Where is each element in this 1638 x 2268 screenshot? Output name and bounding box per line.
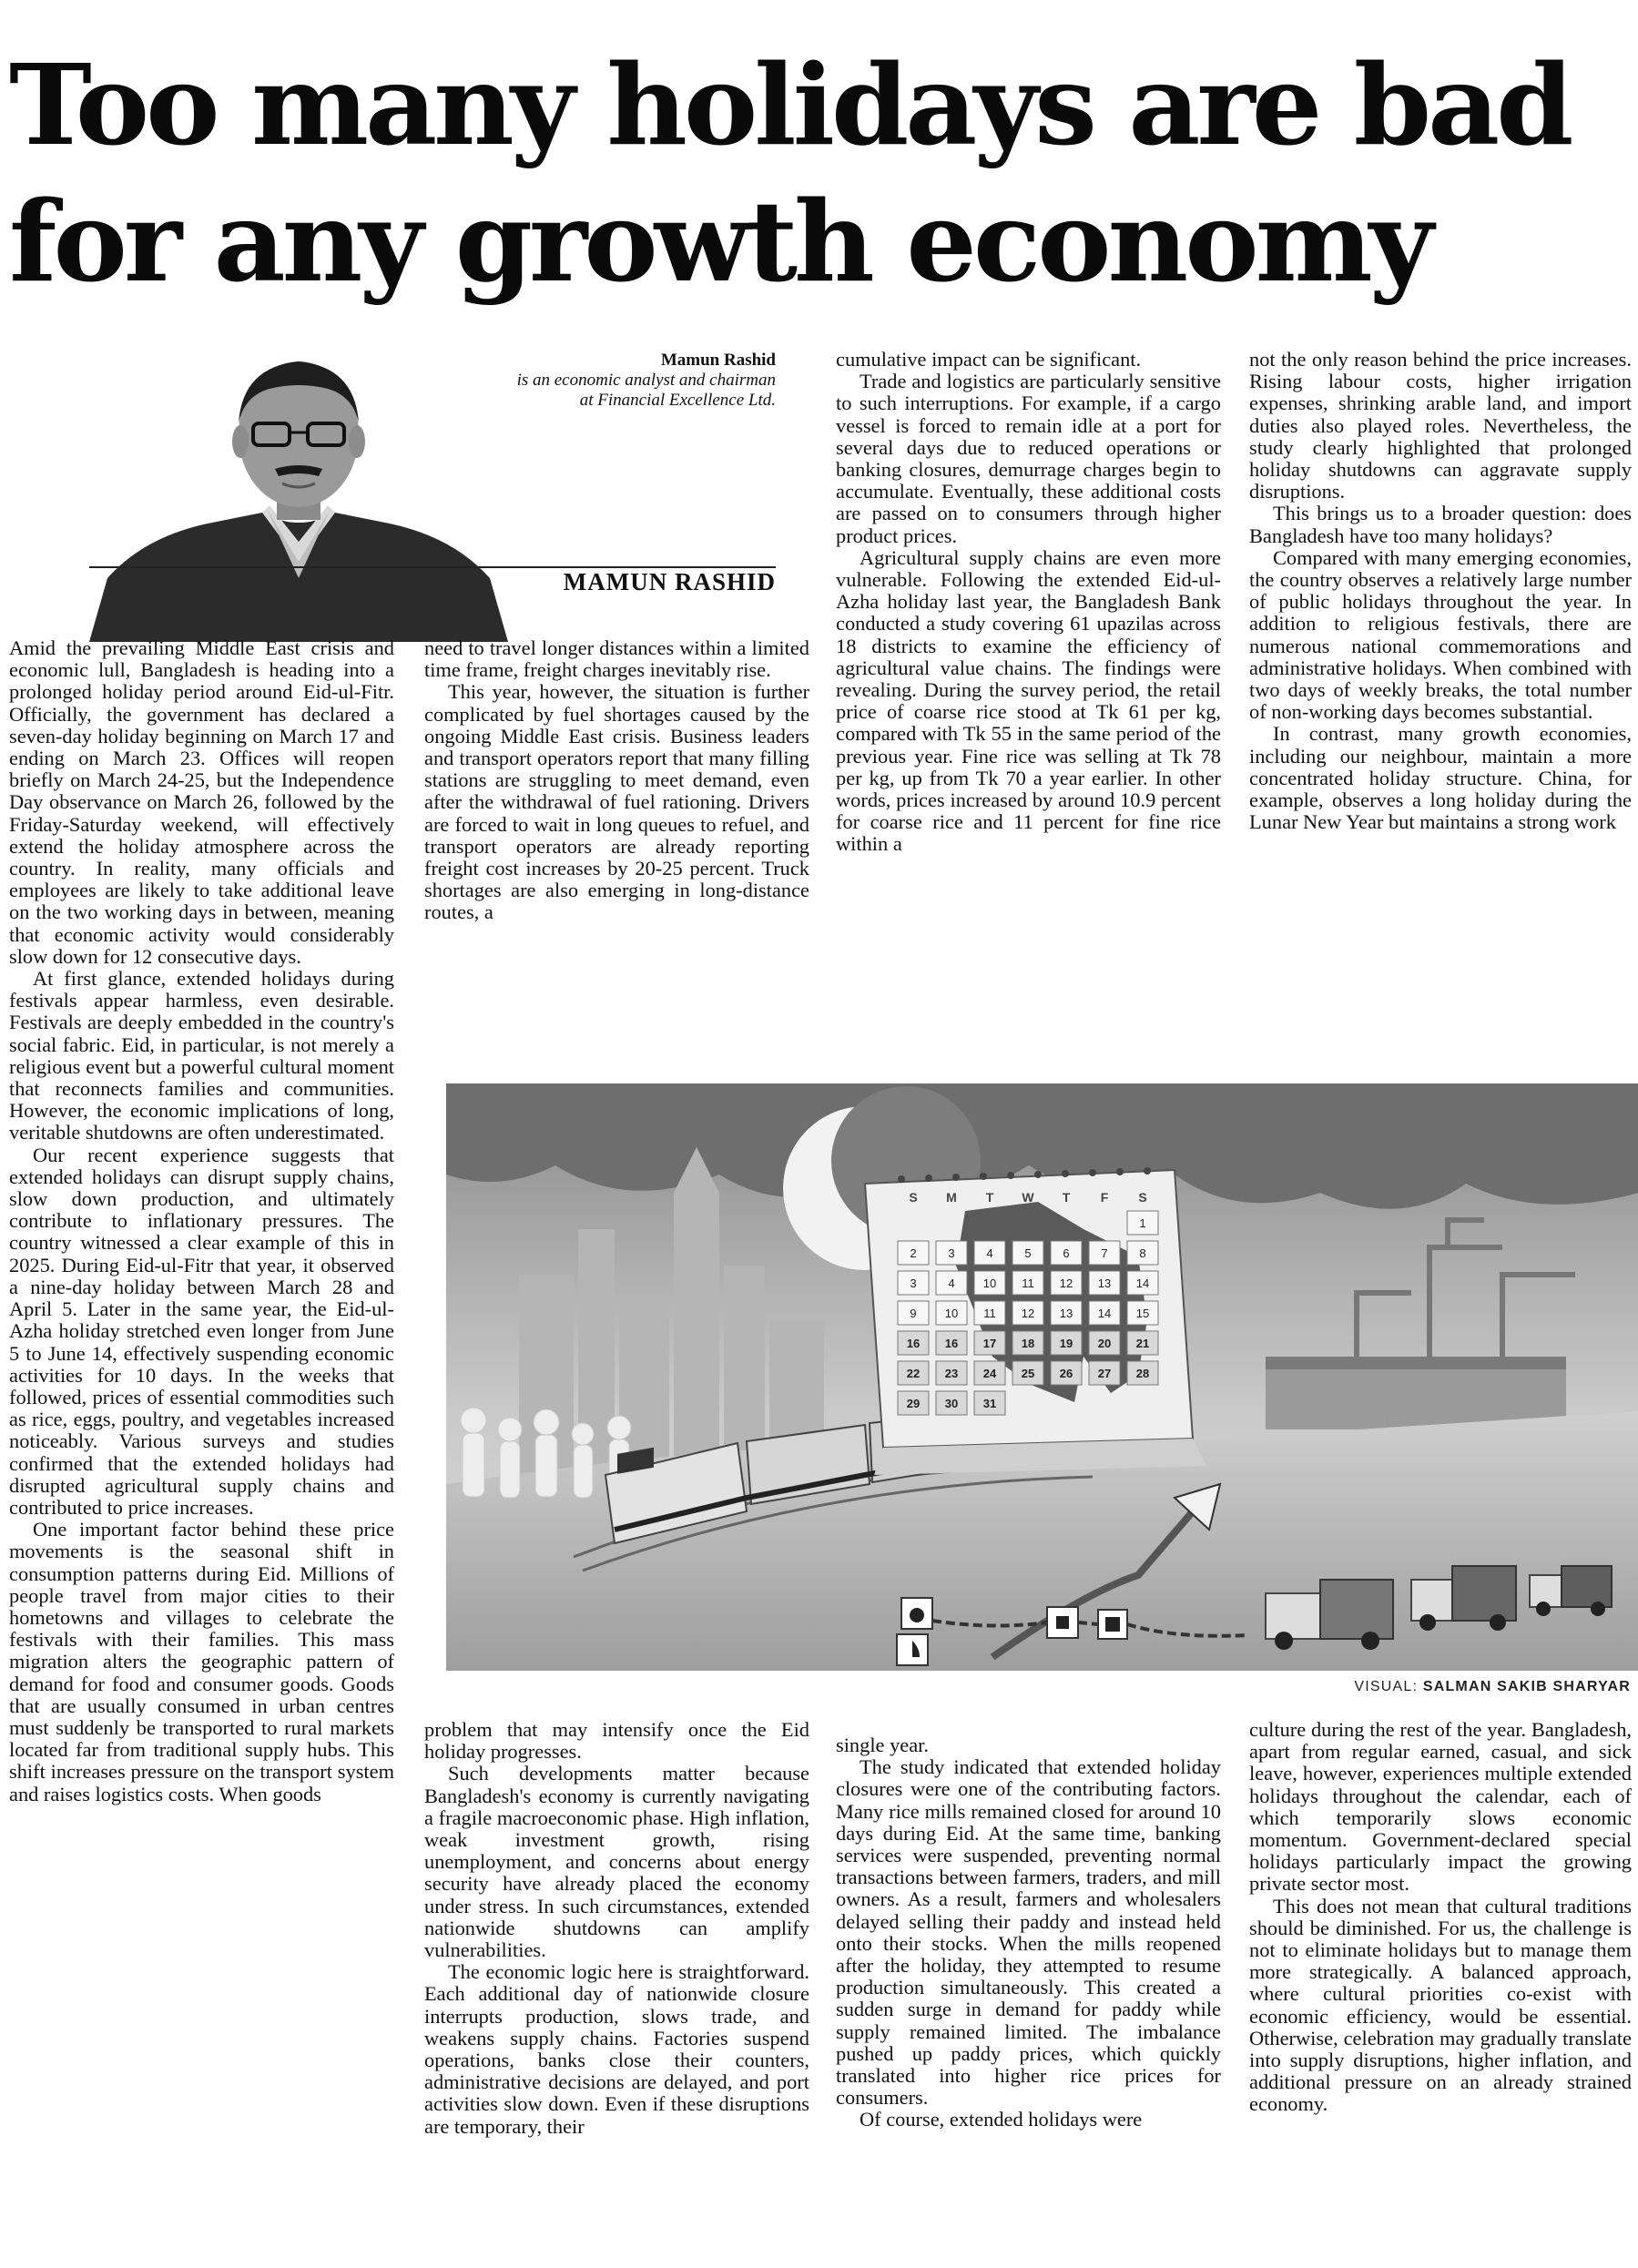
calendar-header: M bbox=[946, 1190, 957, 1205]
calendar-day: 30 bbox=[944, 1397, 959, 1410]
paragraph: culture during the rest of the year. Bangladesh, apart from regular earned, casual, and sick leave, however, experiences multiple extended holidays throughout the calendar, each of which temporarily slows economic momentum. Government-declared special holidays particularly impact the growing private sector most. bbox=[1249, 1719, 1632, 1896]
calendar-day: 28 bbox=[1135, 1367, 1150, 1380]
paragraph: The study indicated that extended holiday closures were one of the contributing factors. Many rice mills remained closed for around 10 days during Eid. At the same time, banking services were suspended, preventing normal transactions between farmers, traders, and mill owners. As a result, farmers and wholesalers delayed selling their paddy and instead held onto their stocks. When the mills reopened after the holiday, they attempted to resume production simultaneously. This created a sudden surge in demand for paddy while supply remained limited. The imbalance pushed up paddy prices, which quickly translated into higher rice prices for consumers. bbox=[836, 1755, 1221, 2110]
paragraph: Compared with many emerging economies, the country observes a relatively large number of public holidays throughout the year. In addition to religious festivals, there are numerous national commemorations and administrative holidays. When combined with two days of weekly breaks, the total number of non-working days becomes substantial. bbox=[1249, 545, 1632, 724]
calendar-day: 18 bbox=[1021, 1337, 1035, 1350]
calendar-day: 25 bbox=[1021, 1367, 1035, 1380]
column-3-top bbox=[836, 349, 1221, 1050]
author-bio-box bbox=[510, 351, 776, 411]
calendar-day: 1 bbox=[1139, 1216, 1146, 1230]
calendar-day: 21 bbox=[1135, 1337, 1150, 1350]
calendar-day: 7 bbox=[1101, 1246, 1108, 1260]
calendar-day: 12 bbox=[1021, 1307, 1035, 1320]
paragraph: cumulative impact can be significant. bbox=[836, 349, 1142, 371]
visual-credit-label: VISUAL: bbox=[1354, 1679, 1419, 1694]
paragraph: At first glance, extended holidays during festivals appear harmless, even desirable. Festivals are deeply embedded in the country's social fabric. Eid, in particular, is not merely a religious event but a powerful cultural moment that reconnects families and communities. However, the economic implications of long, veritable shutdowns are often underestimated. bbox=[9, 967, 394, 1144]
calendar-header: S bbox=[909, 1190, 918, 1205]
calendar-day: 8 bbox=[1139, 1246, 1146, 1260]
column-2-top bbox=[424, 637, 809, 1056]
calendar-day: 15 bbox=[1135, 1307, 1150, 1320]
calendar-day: 4 bbox=[948, 1276, 955, 1290]
calendar-day: 14 bbox=[1097, 1307, 1112, 1320]
paragraph: single year. bbox=[836, 1734, 929, 1756]
calendar-day: 5 bbox=[1024, 1246, 1032, 1260]
calendar-day: 6 bbox=[1063, 1246, 1070, 1260]
calendar-day: 17 bbox=[982, 1337, 997, 1350]
calendar-day: 13 bbox=[1059, 1307, 1073, 1320]
calendar-day: 9 bbox=[910, 1307, 917, 1320]
column-2-bottom bbox=[424, 1719, 809, 2265]
paragraph: Such developments matter because Bangladesh's economy is currently navigating a fragile macroeconomic phase. High inflation, weak investment growth, rising unemployment, and concerns about energy security have already placed the economy under stress. In such circumstances, extended nationwide shutdowns can amplify vulnerabilities. bbox=[424, 1762, 809, 1962]
paragraph: not the only reason behind the price increases. Rising labour costs, higher irrigation expenses, shrinking arable land, and import duties also played roles. Nevertheless, the study clearly highlighted that prolonged holiday shutdowns can aggravate supply disruptions. bbox=[1249, 349, 1632, 503]
calendar-header: T bbox=[985, 1190, 994, 1205]
paragraph: This does not mean that cultural traditions should be diminished. For us, the challenge is not to eliminate holidays but to manage them more strategically. A balanced approach, where cultural priorities co-exist with economic efficiency, would be essential. Otherwise, celebration may gradually translate into supply disruptions, higher inflation, and additional pressure on an already strained economy. bbox=[1249, 1894, 1632, 2116]
calendar-day: 10 bbox=[944, 1307, 959, 1320]
author-photo bbox=[89, 351, 508, 642]
calendar-day: 2 bbox=[910, 1246, 917, 1260]
column-3-bottom bbox=[836, 1734, 1221, 2267]
headline: Too many holidays are bad for any growth economy bbox=[9, 39, 1571, 307]
column-4-bottom bbox=[1249, 1719, 1632, 2265]
holiday-economy-illustration bbox=[446, 1083, 1638, 1671]
calendar-header: W bbox=[1022, 1190, 1034, 1205]
author-portrait-graphic bbox=[89, 351, 508, 642]
author-name: Mamun Rashid bbox=[660, 351, 776, 370]
paragraph: need to travel longer distances within a limited time frame, freight charges inevitably rise. bbox=[424, 637, 809, 682]
calendar-day: 16 bbox=[906, 1337, 921, 1350]
calendar-day: 3 bbox=[948, 1246, 955, 1260]
visual-credit bbox=[1354, 1679, 1631, 1695]
paragraph: This brings us to a broader question: does Bangladesh have too many holidays? bbox=[1249, 502, 1632, 547]
paragraph: In contrast, many growth economies, including our neighbour, maintain a more concentrated holiday structure. China, for example, observes a long holiday during the Lunar New Year but maintains a strong work bbox=[1249, 722, 1632, 834]
paragraph: Of course, extended holidays were bbox=[860, 2108, 1143, 2131]
calendar-day: 11 bbox=[1022, 1276, 1034, 1290]
paragraph: Trade and logistics are particularly sensitive to such interruptions. For example, if a cargo vessel is forced to remain idle at a port for several days due to reduced operations or banking closures, demurrage charges begin to accumulate. Eventually, these additional costs are passed on to consumers through higher product prices. bbox=[836, 370, 1221, 547]
calendar-day: 10 bbox=[982, 1276, 997, 1290]
calendar-day: 14 bbox=[1135, 1276, 1150, 1290]
author-bio: is an economic analyst and chairman at Financial Excellence Ltd. bbox=[516, 371, 776, 410]
paragraph: Agricultural supply chains are even more vulnerable. Following the extended Eid-ul-Azha holiday last year, the Bangladesh Bank conducted a study covering 61 upazilas across 18 districts to examine the efficiency of agricultural value chains. The findings were revealing. During the survey period, the retail price of coarse rice stood at Tk 61 per kg, compared with Tk 55 in the same period of the previous year. Fine rice was selling at Tk 78 per kg, up from Tk 70 a year earlier. In other words, prices increased by around 10.9 percent for coarse rice and 11 percent for fine rice within a bbox=[836, 545, 1221, 856]
column-1 bbox=[9, 637, 394, 2258]
calendar-day: 13 bbox=[1097, 1276, 1112, 1290]
calendar-day: 3 bbox=[910, 1276, 917, 1290]
calendar-day: 20 bbox=[1097, 1337, 1112, 1350]
calendar-day: 23 bbox=[944, 1367, 959, 1380]
paragraph: The economic logic here is straightforward. Each additional day of nationwide closure interrupts production, slows trade, and weakens supply chains. Factories suspend operations, banks close their counters, administrative decisions are delayed, and port activities slow down. Even if these disruptions are temporary, their bbox=[424, 1960, 809, 2138]
calendar-header: F bbox=[1100, 1190, 1109, 1205]
calendar-day: 31 bbox=[982, 1397, 997, 1410]
calendar-day: 16 bbox=[944, 1337, 959, 1350]
calendar-day: 19 bbox=[1059, 1337, 1073, 1350]
calendar-day: 29 bbox=[906, 1397, 921, 1410]
calendar-day: 24 bbox=[982, 1367, 997, 1380]
paragraph: This year, however, the situation is further complicated by fuel shortages caused by the ongoing Middle East crisis. Business leaders and transport operators report that many filling stations are struggling to meet demand, even after the withdrawal of fuel rationing. Drivers are forced to wait in long queues to refuel, and transport operators are already reporting freight cost increases by 20-25 percent. Truck shortages are also emerging in long-distance routes, a bbox=[424, 680, 809, 924]
paragraph: Amid the prevailing Middle East crisis and economic lull, Bangladesh is heading into a prolonged holiday period around Eid-ul-Fitr. Officially, the government has declared a seven-day holiday beginning on March 17 and ending on March 23. Offices will reopen briefly on March 24-25, but the Independence Day observance on March 26, followed by the Friday-Saturday weekend, will effectively extend the holiday atmosphere across the country. In reality, many officials and employees are likely to take additional leave on the two working days in between, meaning that economic activity would considerably slow down for 12 consecutive days. bbox=[9, 637, 394, 968]
calendar-header: T bbox=[1062, 1190, 1071, 1205]
calendar-header: S bbox=[1138, 1190, 1147, 1205]
calendar-day: 22 bbox=[906, 1367, 921, 1380]
column-4-top bbox=[1249, 349, 1632, 1050]
visual-credit-name: SALMAN SAKIB SHARYAR bbox=[1422, 1679, 1631, 1694]
paragraph: Our recent experience suggests that extended holidays can disrupt supply chains, slow down production, and ultimately contribute to inflationary pressures. The country witnessed a clear example of this in 2025. During Eid-ul-Fitr that year, it observed a nine-day holiday between March 28 and April 5. Later in the same year, the Eid-ul-Azha holiday stretched even longer from June 5 to June 14, effectively suspending economic activities for 10 days. In the weeks that followed, prices of essential commodities such as rice, eggs, poultry, and vegetables increased noticeably. Various surveys and studies confirmed that the extended holidays had disrupted agricultural supply chains and contributed to price increases. bbox=[9, 1143, 394, 1519]
illustration bbox=[446, 1083, 1638, 1671]
paragraph: problem that may intensify once the Eid holiday progresses. bbox=[424, 1719, 809, 1764]
paragraph: One important factor behind these price movements is the seasonal shift in consumption patterns during Eid. Millions of people travel from major cities to their hometowns and villages to celebrate the festivals with their families. This mass migration alters the geographic pattern of demand for food and consumer goods. Goods that are usually consumed in urban centres must suddenly be transported to rural markets located far from traditional supply hubs. This shift increases pressure on the transport system and raises logistics costs. When goods bbox=[9, 1518, 394, 1805]
calendar-day: 4 bbox=[986, 1246, 993, 1260]
calendar-day: 26 bbox=[1059, 1367, 1073, 1380]
author-name-caps: MAMUN RASHID bbox=[563, 568, 776, 595]
calendar-day: 27 bbox=[1097, 1367, 1112, 1380]
calendar-day: 12 bbox=[1059, 1276, 1073, 1290]
calendar-day: 11 bbox=[983, 1307, 996, 1320]
